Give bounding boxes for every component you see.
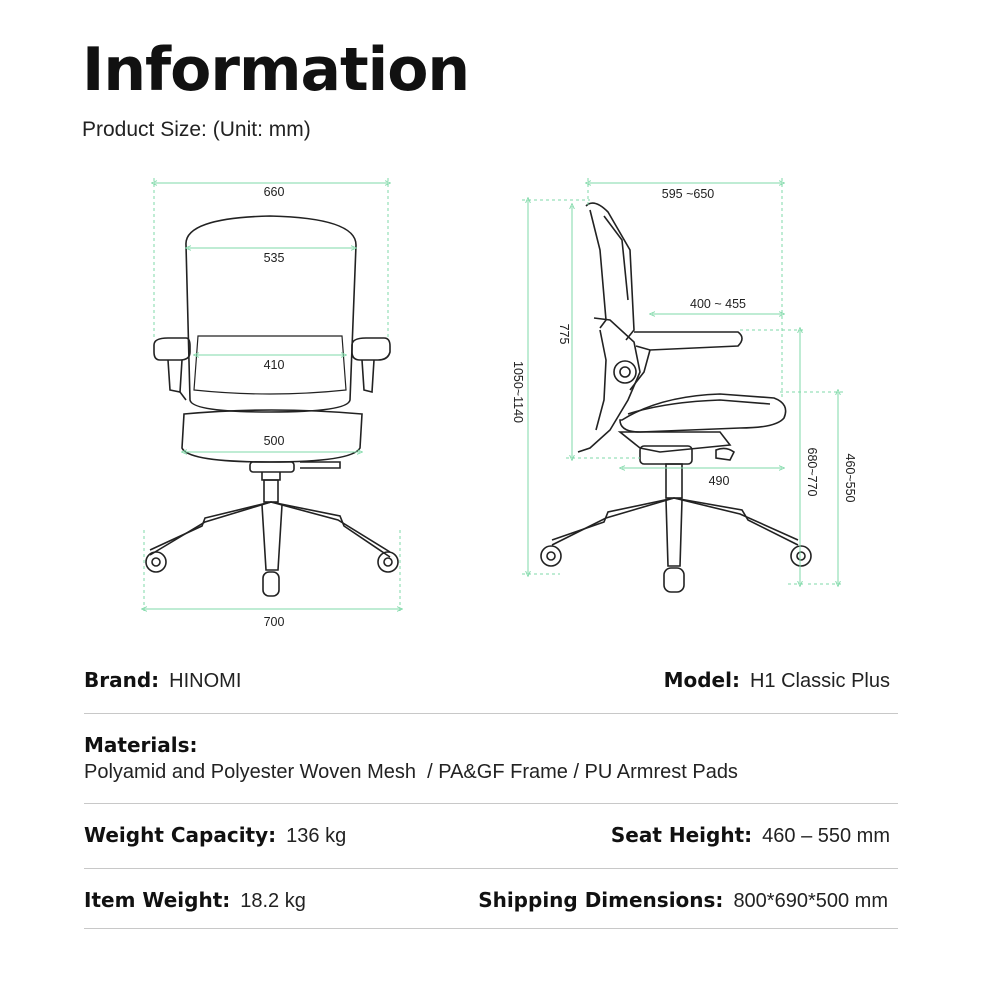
seat-height-value: 460 – 550 mm	[762, 825, 890, 847]
spec-row-weight-seat	[84, 823, 896, 853]
weight-capacity-label: Weight Capacity:	[84, 823, 277, 847]
side-view-dimension-lines	[522, 178, 844, 584]
seat-height-group	[611, 823, 890, 848]
dim-side-depth: 595 ~650	[661, 187, 715, 201]
brand-value: HINOMI	[169, 670, 242, 692]
seat-height-label: Seat Height:	[610, 823, 753, 847]
dim-side-arm-depth: 400 ~ 455	[690, 297, 746, 311]
divider	[84, 713, 898, 714]
divider	[84, 803, 898, 804]
dim-side-back-height: 775	[557, 323, 571, 345]
spec-row-materials	[84, 733, 896, 793]
spec-row-item-shipping	[84, 888, 896, 918]
divider	[84, 928, 898, 929]
divider	[84, 868, 898, 869]
model-group	[664, 668, 890, 693]
materials-label: Materials:	[84, 733, 198, 757]
weight-capacity-value: 136 kg	[286, 825, 347, 847]
dim-front-seat-back-width: 410	[263, 358, 285, 372]
chair-dimension-diagram	[0, 160, 1000, 630]
brand-label: Brand:	[84, 668, 160, 692]
dim-front-base-width: 700	[263, 615, 285, 629]
dim-side-seat-depth: 490	[708, 474, 730, 488]
front-view-chair	[146, 216, 398, 596]
dim-front-back-width: 535	[263, 251, 285, 265]
shipping-dimensions-label: Shipping Dimensions:	[478, 888, 724, 912]
shipping-dimensions-value: 800*690*500 mm	[733, 890, 888, 912]
dim-side-total-height: 1050~1140	[511, 361, 525, 423]
item-weight-value: 18.2 kg	[240, 890, 306, 912]
model-label: Model:	[663, 668, 740, 692]
model-value: H1 Classic Plus	[749, 670, 890, 692]
dim-front-seat-width: 500	[263, 434, 285, 448]
dim-side-arm-height: 680~770	[805, 447, 819, 497]
side-view-chair	[541, 203, 811, 592]
item-weight-label: Item Weight:	[84, 888, 231, 912]
dim-front-top-width: 660	[263, 185, 285, 199]
shipping-group	[478, 888, 888, 913]
dim-side-seat-height: 460~550	[843, 453, 857, 503]
materials-value: Polyamid and Polyester Woven Mesh / PA&GF Frame / PU Armrest Pads	[84, 761, 738, 783]
spec-row-brand-model	[84, 668, 896, 698]
page-title: Information	[82, 35, 470, 105]
page-subtitle: Product Size: (Unit: mm)	[82, 118, 311, 141]
